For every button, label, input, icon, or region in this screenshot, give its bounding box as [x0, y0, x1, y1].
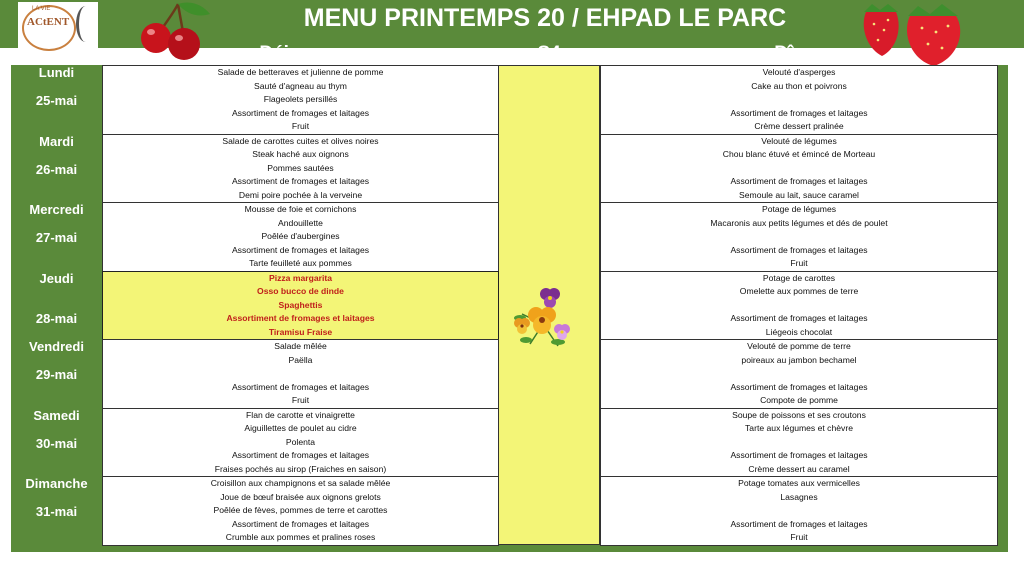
lunch-dish: Mousse de foie et cornichons: [244, 204, 357, 214]
dinner-dish: Velouté de pomme de terre: [747, 341, 851, 351]
day-date: 28-mai: [35, 310, 78, 326]
dinner-dish: Cake au thon et poivrons: [751, 80, 847, 91]
day-date: 25-mai: [35, 93, 78, 108]
day-date: 27-mai: [35, 230, 78, 245]
dinner-dish: Potage de carottes: [762, 272, 836, 283]
lunch-dish: Assortiment de fromages et laitages: [231, 107, 370, 118]
day-label-cell: [11, 271, 102, 340]
day-name: Jeudi: [39, 270, 74, 286]
day-date: 29-mai: [35, 367, 78, 382]
lunch-dish: Assortiment de fromages et laitages: [226, 313, 375, 324]
logo-swirl: [76, 6, 95, 42]
logo-small-text: LA VIE: [32, 6, 51, 12]
lunch-dish: Andouillette: [278, 217, 323, 228]
day-name: Dimanche: [25, 476, 88, 491]
lunch-dish: Salade mêlée: [274, 341, 327, 351]
day-label-cell: [11, 202, 102, 271]
lunch-dish: Flan de carotte et vinaigrette: [246, 409, 355, 420]
dinner-dish: Soupe de poissons et ses croutons: [732, 409, 866, 420]
lunch-dish: Salade de betteraves et julienne de pomme: [217, 67, 384, 77]
lunch-dish: Croisillon aux champignons et sa salade mêlée: [210, 478, 391, 488]
lunch-dish: Joue de bœuf braisée aux oignons grelots: [220, 491, 381, 502]
day-name: Mercredi: [29, 202, 84, 217]
lunch-dish: Aiguillettes de poulet au cidre: [244, 423, 357, 434]
dinner-dish: Assortiment de fromages et laitages: [730, 107, 868, 118]
lunch-menu-cell: [102, 134, 499, 204]
day-label-cell: [11, 134, 102, 203]
lunch-dish: Sauté d'agneau au thym: [254, 80, 347, 91]
dinner-dish: Crème dessert au caramel: [748, 463, 850, 474]
lunch-dish: Steak haché aux oignons: [252, 149, 349, 160]
lunch-dish: Pizza margarita: [268, 272, 333, 283]
day-name: Lundi: [38, 65, 75, 80]
actent-logo: [18, 2, 98, 50]
dinner-dish: Macaronis aux petits légumes et dés de poulet: [710, 217, 888, 228]
lunch-dish: Osso bucco de dinde: [257, 286, 344, 297]
lunch-dish: Salade de carottes cuites et olives noires: [222, 135, 379, 146]
bottom-border-band: [11, 545, 1008, 552]
dinner-dish: Tarte aux légumes et chèvre: [745, 423, 853, 434]
lunch-menu-cell: [102, 339, 499, 409]
dinner-menu-cell: [600, 134, 998, 204]
dinner-menu-cell: [600, 408, 998, 478]
dinner-menu-cell: [600, 339, 998, 409]
day-label-cell: [11, 476, 102, 545]
lunch-dish: Fraises pochés au sirop (Fraiches en saison): [214, 463, 387, 474]
dinner-dish: Assortiment de fromages et laitages: [730, 176, 868, 187]
week-column-header: S4: [537, 43, 561, 64]
lunch-dish: Fruit: [291, 121, 310, 132]
dinner-column-header: Dîner: [774, 43, 823, 64]
lunch-dish: Pommes sautées: [267, 162, 334, 173]
dinner-dish: Assortiment de fromages et laitages: [730, 518, 868, 529]
dinner-dish: Chou blanc étuvé et émincé de Morteau: [722, 149, 876, 160]
lunch-dish: Spaghettis: [278, 299, 323, 310]
day-date: 26-mai: [35, 161, 78, 177]
right-border-band: [997, 65, 1008, 546]
lunch-dish: Flageolets persillés: [263, 94, 338, 105]
dinner-menu-cell: [600, 271, 998, 341]
day-date: 30-mai: [35, 435, 78, 451]
dinner-dish: Lasagnes: [780, 491, 818, 502]
dinner-dish: Semoule au lait, sauce caramel: [739, 189, 859, 200]
lunch-dish: Crumble aux pommes et pralines roses: [225, 532, 376, 543]
dinner-dish: Compote de pomme: [760, 395, 838, 406]
day-label-cell: [11, 408, 102, 477]
lunch-dish: Tiramisu Fraise: [268, 326, 333, 337]
lunch-dish: Poêlée de fèves, pommes de terre et carottes: [213, 505, 388, 516]
dinner-dish: Velouté de légumes: [761, 135, 837, 146]
lunch-column-header: Déjeuner: [259, 43, 341, 64]
dinner-menu-cell: [600, 476, 998, 546]
dinner-dish: Fruit: [790, 532, 808, 543]
dinner-menu-cell: [600, 65, 998, 135]
dinner-dish: Assortiment de fromages et laitages: [730, 313, 868, 324]
pansy-flowers-icon: [510, 284, 576, 354]
dinner-dish: poireaux au jambon bechamel: [741, 354, 857, 365]
lunch-dish: Poêlée d'aubergines: [261, 231, 340, 242]
lunch-menu-cell: [102, 202, 499, 272]
lunch-menu-cell: [102, 65, 499, 135]
lunch-menu-cell: [102, 408, 499, 478]
dinner-menu-cell: [600, 202, 998, 272]
day-label-cell: [11, 65, 102, 134]
lunch-dish: Assortiment de fromages et laitages: [231, 518, 370, 529]
dinner-dish: Velouté d'asperges: [762, 67, 836, 77]
lunch-dish: Assortiment de fromages et laitages: [231, 381, 370, 392]
dinner-dish: Assortiment de fromages et laitages: [730, 244, 868, 255]
lunch-dish: Tarte feuilleté aux pommes: [249, 258, 352, 269]
day-name: Samedi: [33, 407, 80, 423]
lunch-menu-cell: [102, 271, 499, 341]
dinner-dish: Potage tomates aux vermicelles: [738, 478, 860, 488]
lunch-dish: Assortiment de fromages et laitages: [231, 450, 370, 461]
day-name: Mardi: [39, 133, 74, 149]
lunch-dish: Assortiment de fromages et laitages: [231, 176, 370, 187]
dinner-dish: Crème dessert pralinée: [754, 121, 844, 132]
dinner-dish: Omelette aux pommes de terre: [739, 286, 859, 297]
dinner-dish: Liégeois chocolat: [765, 326, 833, 337]
day-name: Vendredi: [29, 339, 84, 354]
lunch-dish: Paëlla: [288, 354, 313, 365]
dinner-dish: Fruit: [790, 258, 808, 269]
page-title: MENU PRINTEMPS 20 / EHPAD LE PARC: [303, 4, 787, 32]
lunch-dish: Polenta: [285, 436, 316, 447]
lunch-menu-cell: [102, 476, 499, 546]
lunch-dish: Assortiment de fromages et laitages: [231, 244, 370, 255]
dinner-dish: Potage de légumes: [761, 204, 837, 214]
logo-text: ACtENT: [27, 16, 70, 28]
day-date: 31-mai: [35, 504, 78, 519]
lunch-dish: Demi poire pochée à la verveine: [238, 189, 363, 200]
dinner-dish: Assortiment de fromages et laitages: [730, 381, 868, 392]
dinner-dish: Assortiment de fromages et laitages: [730, 450, 868, 461]
day-label-cell: [11, 339, 102, 408]
lunch-dish: Fruit: [291, 395, 310, 406]
